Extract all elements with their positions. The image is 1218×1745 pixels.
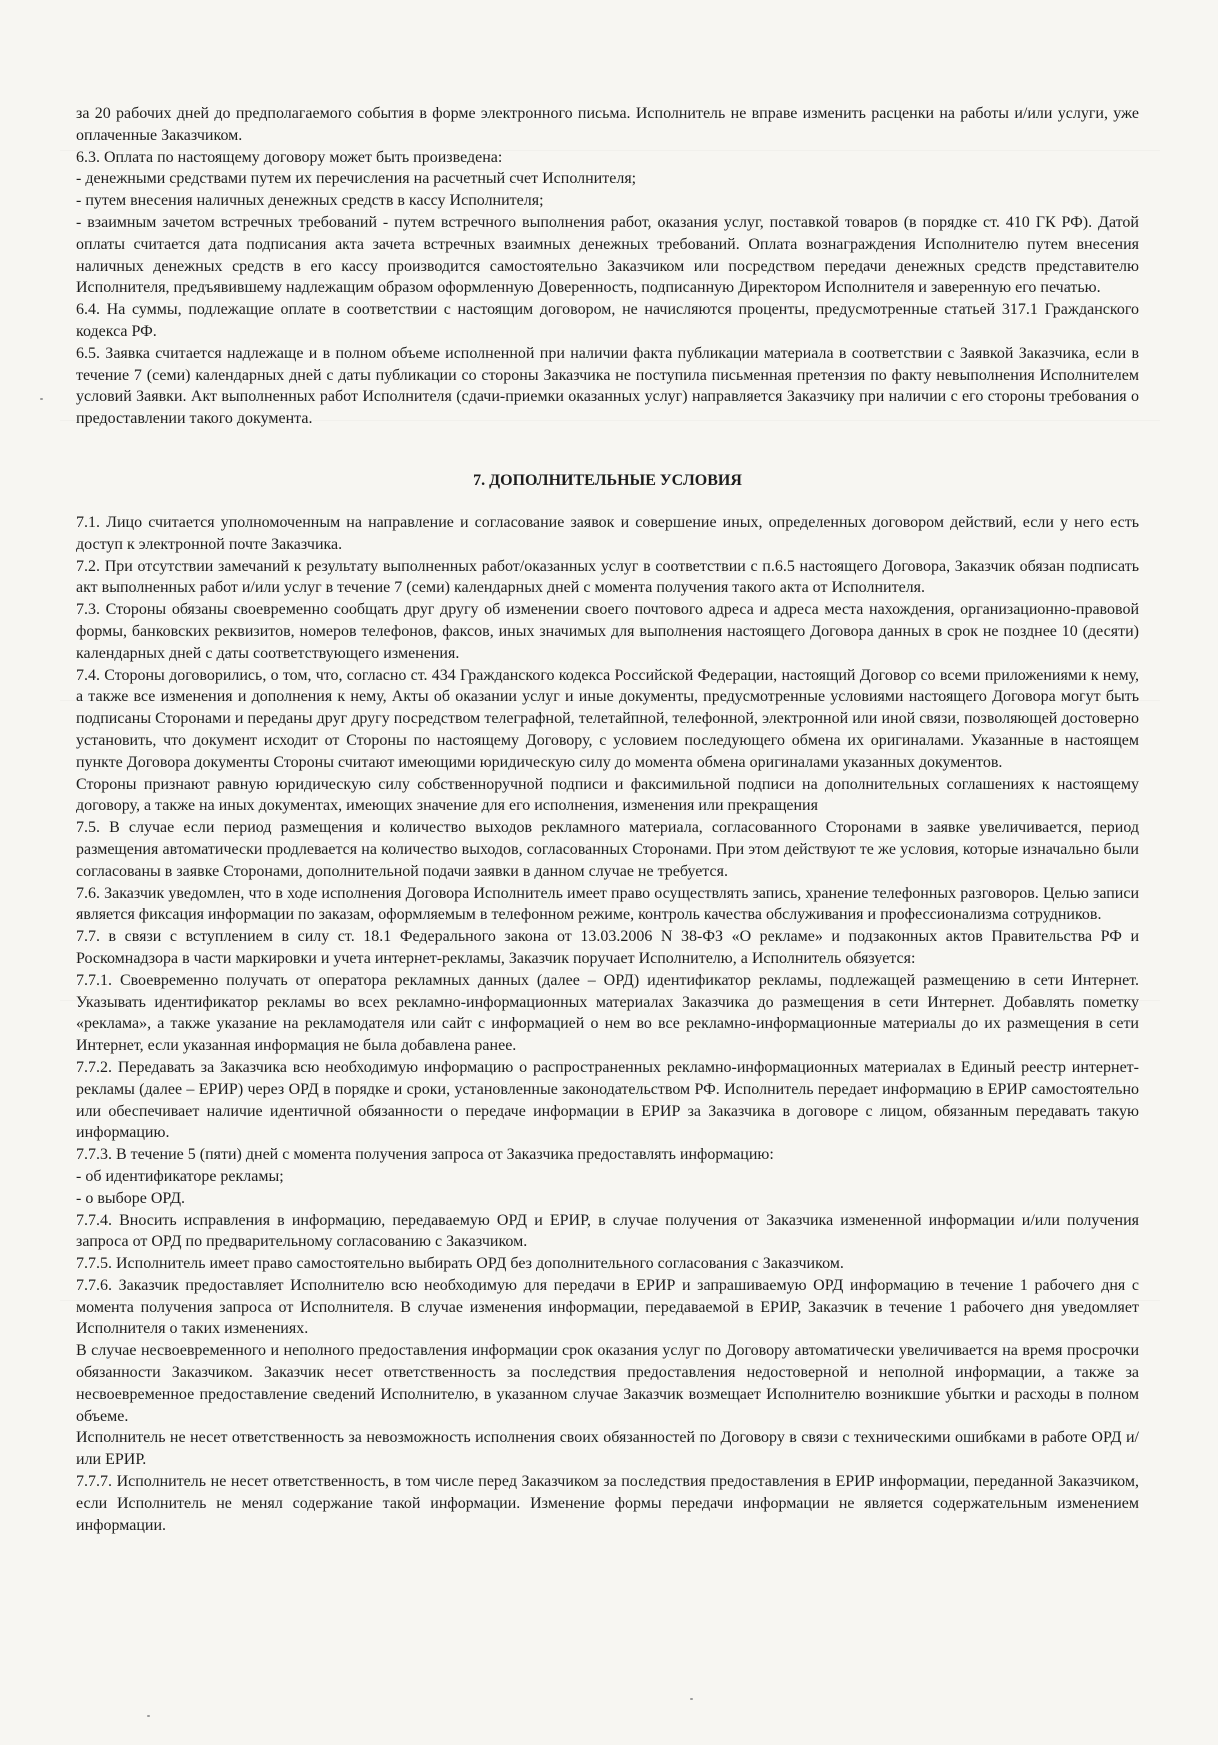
paragraph: - о выборе ОРД. <box>76 1189 186 1207</box>
paragraph: Исполнитель не несет ответственность за невозможность исполнения своих обязанностей по Договору в связи с техническими ошибками в работе ОРД и/или ЕРИР. <box>76 1429 1139 1469</box>
paragraph: 7.7. в связи с вступлением в силу ст. 18.1 Федерального закона от 13.03.2006 N 38-ФЗ «О рекламе» и подзаконных актов Правительства РФ и Роскомнадзора в части маркировки и учета интернет-рекламы, Заказчик поручает Исполнителю, а Исполнитель обязуется: <box>76 928 1139 967</box>
paragraph: 6.3. Оплата по настоящему договору может быть произведена: <box>76 148 503 166</box>
paragraph: 7.7.7. Исполнитель не несет ответственность, в том числе перед Заказчиком за последствия предоставления в ЕРИР информации, переданной Заказчиком, если Исполнитель не менял содержание такой информации. Изменение формы передачи информации не является содержательным изменением информации. <box>76 1473 1139 1534</box>
paragraph: В случае несвоевременного и неполного предоставления информации срок оказания услуг по Договору автоматически увеличивается на время просрочки обязанности Заказчиком. Заказчик несет ответственность за последствия предоставления недостоверной и неполной информации, а также за несвоевременное предоставление сведений Исполнителю, в указанном случае Заказчик возмещает Исполнителю возникшие убытки и расходы в полном объеме. <box>76 1342 1139 1425</box>
paragraph: 7.3. Стороны обязаны своевременно сообщать друг другу об изменении своего почтового адреса и адреса места нахождения, организационно-правовой формы, банковских реквизитов, номеров телефонов, факсов, иных значимых для выполнения настоящего Договора данных в срок не позднее 10 (десяти) календарных дней с даты соответствующего изменения. <box>76 601 1139 662</box>
scan-speck <box>40 398 43 400</box>
paragraph: - об идентификаторе рекламы; <box>76 1167 284 1185</box>
paragraph: 7.7.1. Своевременно получать от оператора рекламных данных (далее – ОРД) идентификатор рекламы, подлежащей размещению в сети Интернет. Указывать идентификатор рекламы во всех рекламно-информационных материалах Заказчика до размещения в сети Интернет. Добавлять пометку «реклама», а также указание на рекламодателя или сайт с информацией о нем во все рекламно-информационные материалы до их размещения в сети Интернет, если указанная информация не была добавлена ранее. <box>76 971 1139 1055</box>
paragraph: 7.4. Стороны договорились, о том, что, согласно ст. 434 Гражданского кодекса Российской Федерации, настоящий Договор со всеми приложениями к нему, а также все изменения и дополнения к нему, Акты об оказании услуг и иные документы, предусмотренные условиями настоящего Договора могут быть подписаны Сторонами и переданы друг другу посредством телеграфной, телетайпной, телефонной, электронной или иной связи, позволяющей достоверно установить, что документ исходит от Стороны по настоящему Договору, с условием последующего обмена их оригиналами. Указанные в настоящем пункте Договора документы Стороны считают имеющими юридическую силу до момента обмена оригиналами указанных документов. <box>76 666 1139 771</box>
paragraph: 7.7.2. Передавать за Заказчика всю необходимую информацию о распространенных рекламно-информационных материалах в Единый реестр интернет-рекламы (далее – ЕРИР) через ОРД в порядке и сроки, установленные законодательством РФ. Исполнитель передает информацию в ЕРИР самостоятельно или обеспечивает наличие идентичной обязанности о передаче информации в ЕРИР за Заказчика в договоре с лицом, обязанным передавать такую информацию. <box>76 1058 1139 1142</box>
paragraph: 7.6. Заказчик уведомлен, что в ходе исполнения Договора Исполнитель имеет право осуществлять запись, хранение телефонных разговоров. Целью записи является фиксация информации по заказам, оформляемым в телефонном режиме, контроль качества обслуживания и профессионализма сотрудников. <box>76 884 1139 924</box>
scan-speck <box>690 1698 693 1700</box>
paragraph: Стороны признают равную юридическую силу собственноручной подписи и факсимильной подписи на дополнительных соглашениях к настоящему договору, а также на иных документах, имеющих значение для его исполнения, изменения или прекращения <box>76 775 1139 815</box>
paragraph: 7.7.3. В течение 5 (пяти) дней с момента получения запроса от Заказчика предоставлять информацию: <box>76 1146 774 1164</box>
scan-speck <box>147 1715 150 1717</box>
paragraph: 7.7.5. Исполнитель имеет право самостоятельно выбирать ОРД без дополнительного согласования с Заказчиком. <box>76 1255 844 1273</box>
paragraph: 7.5. В случае если период размещения и количество выходов рекламного материала, согласованного Сторонами в заявке увеличивается, период размещения автоматически продлевается на количество выходов, согласованных Сторонами. При этом действуют те же условия, которые изначально были согласованы в заявке Сторонами, дополнительной подачи заявки в данном случае не требуется. <box>76 819 1139 880</box>
paragraph: 7.7.6. Заказчик предоставляет Исполнителю всю необходимую для передачи в ЕРИР и запрашиваемую ОРД информацию в течение 1 рабочего дня с момента получения запроса от Исполнителя. В случае изменения информации, передаваемой в ЕРИР, Заказчик в течение 1 рабочего дня уведомляет Исполнителя о таких изменениях. <box>76 1276 1139 1338</box>
section-6-continuation <box>76 103 1139 430</box>
paragraph: - денежными средствами путем их перечисления на расчетный счет Исполнителя; <box>76 170 637 188</box>
paragraph: 6.4. На суммы, подлежащие оплате в соответствии с настоящим договором, не начисляются проценты, предусмотренные статьей 317.1 Гражданского кодекса РФ. <box>76 301 1139 340</box>
section-heading: 7. ДОПОЛНИТЕЛЬНЫЕ УСЛОВИЯ <box>473 472 742 489</box>
section-7-body <box>76 512 1139 1536</box>
paragraph: - взаимным зачетом встречных требований - путем встречного выполнения работ, оказания услуг, поставкой товаров (в порядке ст. 410 ГК РФ). Датой оплаты считается дата подписания акта зачета встречных взаимных денежных требований. Оплата вознаграждения Исполнителю путем внесения наличных денежных средств в его кассу производится самостоятельно Заказчиком или посредством передачи денежных средств представителю Исполнителя, предъявившему надлежащим образом оформленную Доверенность, подписанную Директором Исполнителя и заверенную его печатью. <box>76 213 1139 297</box>
paragraph: за 20 рабочих дней до предполагаемого события в форме электронного письма. Исполнитель не вправе изменить расценки на работы и/или услуги, уже оплаченные Заказчиком. <box>76 105 1139 144</box>
paragraph: - путем внесения наличных денежных средств в кассу Исполнителя; <box>76 192 544 210</box>
paragraph: 7.1. Лицо считается уполномоченным на направление и согласование заявок и совершение иных, определенных договором действий, если у него есть доступ к электронной почте Заказчика. <box>76 514 1139 553</box>
paragraph: 7.2. При отсутствии замечаний к результату выполненных работ/оказанных услуг в соответствии с п.6.5 настоящего Договора, Заказчик обязан подписать акт выполненных работ и/или услуг в течение 7 (семи) календарных дней с момента получения такого акта от Исполнителя. <box>76 557 1139 597</box>
paragraph: 7.7.4. Вносить исправления в информацию, передаваемую ОРД и ЕРИР, в случае получения от Заказчика измененной информации и/или получения запроса от ОРД по предварительному согласованию с Заказчиком. <box>76 1211 1139 1251</box>
paragraph: 6.5. Заявка считается надлежаще и в полном объеме исполненной при наличии факта публикации материала в соответствии с Заявкой Заказчика, если в течение 7 (семи) календарных дней с даты публикации со стороны Заказчика не поступила письменная претензия по факту невыполнения Исполнителем условий Заявки. Акт выполненных работ Исполнителя (сдачи-приемки оказанных услуг) направляется Заказчику при наличии с его стороны требования о предоставлении такого документа. <box>76 344 1139 428</box>
